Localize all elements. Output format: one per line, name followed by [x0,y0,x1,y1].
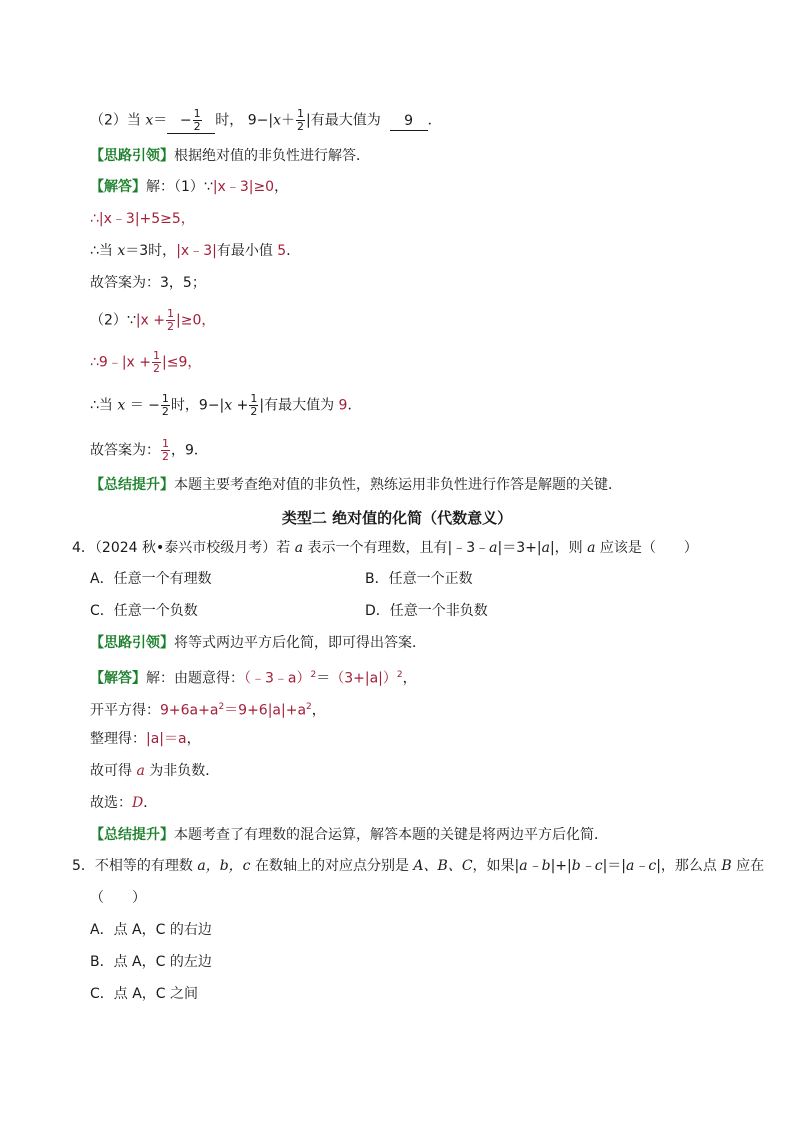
q3-jieda [90,177,288,197]
point-b: B [721,858,732,874]
q4-sol-line4 [90,761,219,781]
text: 时， [170,397,199,414]
q5-option-c: C．点 A，C 之间 [90,986,199,1002]
shi: 时， [215,112,244,129]
text: ＝ [316,670,331,687]
frac-den: 2 [161,405,169,418]
math-red: |x﹣3|≥0 [212,179,275,195]
text: ，如果| [472,858,520,874]
silu-text: 将等式两边平方后化简，即可得出答案． [174,635,426,651]
q4-stem [72,538,698,558]
math-red: |≤9， [162,354,202,371]
text: 故可得 [90,763,137,779]
text: 应该是（ ） [595,540,698,556]
q4-sol-line2 [90,697,326,721]
silu-text: 根据绝对值的非负性进行解答． [174,148,370,164]
q3-part2-stem [90,108,442,134]
minus: − [179,112,192,129]
jieda-tag: 【解答】 [90,670,146,687]
math-red: 9 [338,397,348,414]
expr: a﹣b [519,858,551,874]
text: |＝3+| [497,540,542,556]
math-red: |≥0， [176,312,216,329]
q3-sol-line3 [90,241,300,261]
text: 故答案为：3，5； [90,275,206,291]
fraction [161,438,170,463]
zongjie-text: 本题考查了有理数的混合运算，解答本题的关键是将两边平方后化简． [174,827,608,843]
math-red: ∴|x﹣3|+5≥5， [90,211,195,227]
answer-choice: D [132,795,144,811]
q3-sol-line6 [90,350,201,375]
q3-sol-line2 [90,209,195,229]
text: 开平方得： [90,702,160,719]
text: 5．不相等的有理数 [72,858,198,874]
var-x: x [117,243,126,259]
fraction [193,108,202,133]
points: A、B、C [413,858,473,874]
var-x: x [145,112,154,129]
math-red: （﹣3﹣a） [244,670,311,687]
punct: ， [402,670,417,687]
var-x: x [117,397,126,414]
q3-zongjie [90,475,622,495]
fraction [152,350,161,375]
math-red: ∴9﹣|x + [90,354,151,371]
text: （2）∵ [90,312,136,329]
period: ． [427,112,442,129]
text: 9−| [198,397,225,414]
frac-num: 1 [250,392,258,405]
text: 故答案为： [90,442,160,459]
punct: ， [311,702,326,719]
punct: ， [274,179,289,195]
text: ∴当 [90,397,118,414]
math-red: 9+6a+a [160,702,219,719]
q4-zongjie [90,825,608,845]
exponent: 2 [306,702,312,712]
math-red: |a|＝a [146,731,187,747]
math-red: 5 [277,243,287,259]
text: 在数轴上的对应点分别是 [250,858,414,874]
text: 4．（2024 秋•泰兴市校级月考）若 [72,540,295,556]
q5-paren: （ ） [90,890,146,906]
var-a: a [541,540,550,556]
frac-den: 2 [153,362,160,375]
text: |有最大值为 [259,397,339,414]
q4-option-b: B．任意一个正数 [365,571,473,587]
text: ，9． [171,442,208,459]
expr-close: |有最大值为 [305,112,381,129]
jie-text: 解：（1）∵ [146,179,213,195]
fraction [296,108,305,133]
punct: ， [186,731,201,747]
silu-tag: 【思路引领】 [90,148,174,164]
answer-blank-2: 9 [390,112,428,131]
text: |，那么点 [656,858,722,874]
text: ＝ − [125,397,160,414]
text: + [232,397,249,414]
q5-option-a: A．点 A，C 的右边 [90,922,212,938]
q4-jieda [90,665,417,689]
q4-option-a: A．任意一个有理数 [90,571,212,587]
var-a: a [294,540,304,556]
q4-sol-line3 [90,729,201,749]
section-title: 类型二 绝对值的化简（代数意义） [281,509,513,527]
vars: a，b，c [197,858,251,874]
zongjie-tag: 【总结提升】 [90,477,174,493]
zongjie-text: 本题主要考查绝对值的非负性，熟练运用非负性进行作答是解题的关键． [174,477,622,493]
frac-num: 1 [162,437,169,450]
q3-sol-line8 [90,438,208,463]
frac-num: 1 [153,349,160,362]
math-red: ＝9+6|a|+a [224,702,307,719]
text: |＝| [602,858,626,874]
q3-sol-line5 [90,308,215,333]
text: 应在 [731,858,765,874]
text: ＝3时， [125,243,177,259]
frac-num: 1 [161,392,169,405]
text: 解：由题意得： [146,670,244,687]
math-red: （3+|a|） [330,670,397,687]
frac-den: 2 [250,405,258,418]
q4-sol-line5 [90,793,157,813]
fraction [161,393,170,418]
expr-a: 9−| [247,112,274,129]
q5-option-b: B．点 A，C 的左边 [90,954,212,970]
expr: b﹣c [571,858,603,874]
exponent: 2 [310,670,317,680]
text: 故选： [90,795,132,811]
text: |，则 [549,540,588,556]
exponent: 2 [218,702,225,712]
punct: ． [347,397,362,414]
text: 表示一个有理数，且有|﹣3﹣ [303,540,490,556]
frac-den: 2 [296,120,304,133]
silu-tag: 【思路引领】 [90,635,174,651]
expr-x: x [273,112,281,129]
punct: ． [286,243,301,259]
text: 有最小值 [216,243,278,259]
fraction [166,308,175,333]
math-red: |x + [135,312,166,329]
q3-silu [90,146,370,166]
punct: ． [143,795,158,811]
frac-num: 1 [193,107,201,120]
answer-blank-1 [167,108,215,134]
text: 整理得： [90,731,146,747]
frac-den: 2 [167,320,175,333]
q3-sol-line4 [90,273,206,293]
var-a: a [587,540,596,556]
q4-option-c: C．任意一个负数 [90,603,198,619]
math-red: |x﹣3| [176,243,217,259]
frac-num: 1 [167,307,175,320]
expr-plus: ＋ [280,112,295,129]
frac-den: 2 [162,450,169,463]
q3-part2-prefix: （2）当 [90,112,146,129]
q4-option-d: D．任意一个非负数 [365,603,488,619]
frac-num: 1 [296,107,304,120]
exponent: 2 [396,670,403,680]
fraction [249,393,258,418]
jieda-tag: 【解答】 [90,179,146,195]
text: 为非负数． [144,763,220,779]
text: ∴当 [90,243,118,259]
q3-sol-line7 [90,393,361,418]
q5-stem [72,856,764,876]
var-a: a [489,540,498,556]
text: |+| [550,858,572,874]
var-x: x [224,397,233,414]
var-a: a [136,763,145,779]
expr: a﹣c [626,858,657,874]
eq-sign: ＝ [153,112,168,129]
q4-silu [90,633,426,653]
zongjie-tag: 【总结提升】 [90,827,174,843]
frac-den: 2 [193,120,201,133]
